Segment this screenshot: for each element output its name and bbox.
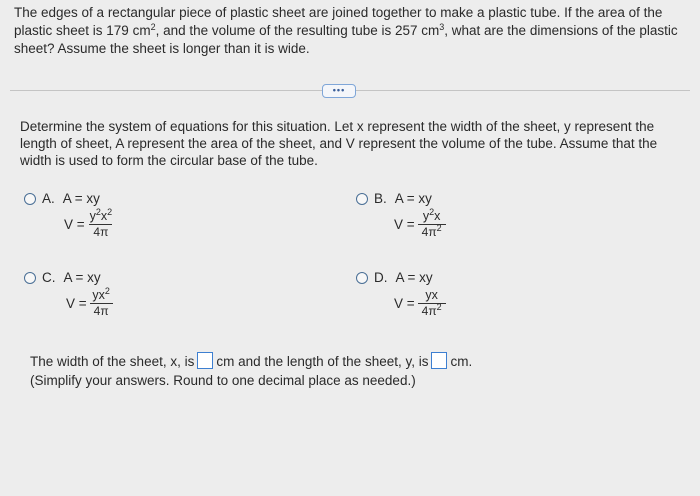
answer-sentence: The width of the sheet, x, is cm and the length of the sheet, y, is cm. (30, 354, 473, 369)
option-c-header[interactable] (24, 270, 113, 285)
option-a-area-equation: A = xy (62, 191, 100, 206)
option-d-header[interactable] (356, 270, 446, 285)
option-a-header[interactable] (24, 191, 114, 206)
option-b-header[interactable] (356, 191, 446, 206)
option-b[interactable] (356, 191, 446, 240)
length-answer-input[interactable] (431, 352, 447, 369)
option-a-letter: A. (42, 191, 55, 206)
option-d-volume-equation: V = $\frac{yx}{4\pi^2}$ (394, 288, 446, 319)
option-c-radio[interactable] (24, 272, 36, 284)
option-d-letter: D. (374, 270, 388, 285)
option-d-fraction: $\frac{yx}{4\pi^2}$ (418, 288, 446, 319)
option-a-fraction: $\frac{y^2x^2}{4\pi}$ (89, 207, 113, 239)
option-a-radio[interactable] (24, 193, 36, 205)
answer-section (30, 352, 670, 390)
option-b-volume-equation: V = $\frac{y^2x}{4\pi^2}$ (394, 209, 446, 240)
option-b-area-equation: A = xy (394, 191, 432, 206)
option-c-letter: C. (42, 270, 56, 285)
expand-more-button[interactable]: ••• (322, 84, 356, 98)
option-b-fraction: $\frac{y^2x}{4\pi^2}$ (418, 209, 446, 240)
option-a[interactable] (24, 191, 114, 240)
option-c-area-equation: A = xy (63, 270, 101, 285)
option-d-area-equation: A = xy (395, 270, 433, 285)
width-answer-input[interactable] (197, 352, 213, 369)
option-b-letter: B. (374, 191, 387, 206)
answer-note: (Simplify your answers. Round to one decimal place as needed.) (30, 373, 416, 388)
option-c-volume-equation: V = $\frac{yx^2}{4\pi}$ (66, 288, 113, 319)
option-b-radio[interactable] (356, 193, 368, 205)
instruction-text: Determine the system of equations for this situation. Let x represent the width of the sheet, y represent the length of sheet, A represent the area of the sheet, and V represent the volume of the tube. Assume that the width is used to form the circular base of the tube. (20, 119, 658, 168)
option-c[interactable] (24, 270, 113, 319)
question-text: The edges of a rectangular piece of plastic sheet are joined together to make a plastic tube. If the area of the plastic sheet is 179 $cm^2$, and the volume of the resulting tube is 257 $cm^3$, what are the dimensions of the plastic sheet? Assume the sheet is longer than it is wide. (14, 5, 678, 56)
option-c-fraction: $\frac{yx^2}{4\pi}$ (90, 288, 113, 319)
option-a-volume-equation: V = $\frac{y^2x^2}{4\pi}$ (64, 207, 113, 239)
option-d-radio[interactable] (356, 272, 368, 284)
option-d[interactable] (356, 270, 446, 319)
